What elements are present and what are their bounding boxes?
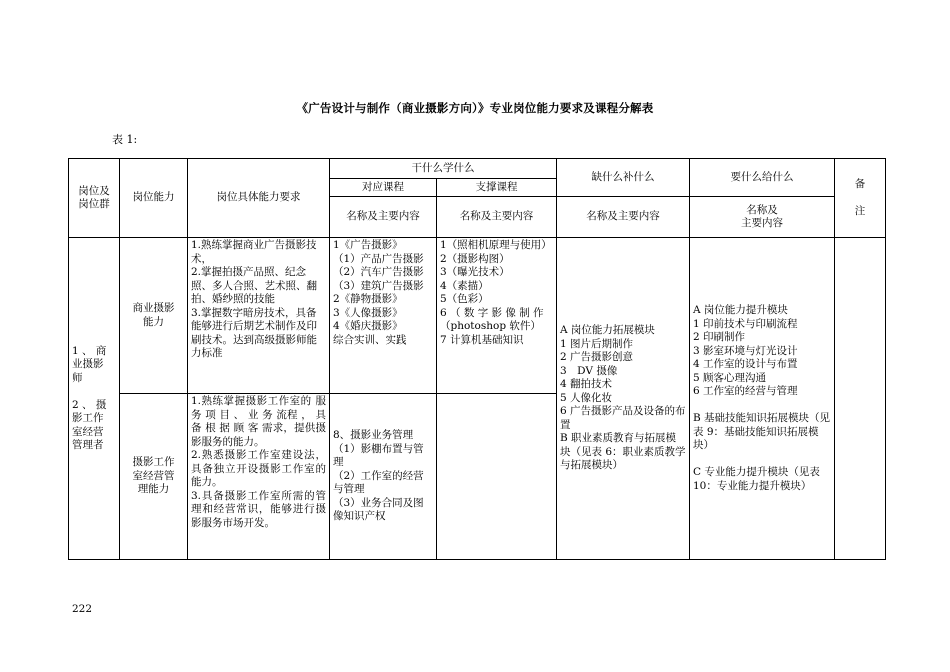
- corresponding-courses-row1: 1《广告摄影》 （1）产品广告摄影 （2）汽车广告摄影 （3）建筑广告摄影 2《静物摄影》 3《人像摄影》 4《婚庆摄影》 综合实训、实践: [330, 238, 437, 394]
- document-title: 《广告设计与制作（商业摄影方向）》专业岗位能力要求及课程分解表: [296, 101, 654, 115]
- table-row: [69, 238, 886, 394]
- requirements-studio-management: 1.熟练掌握摄影工作室的 服 务 项 目 、 业 务 流程 ， 具 备 根 据 顾 客 需求，提供摄影服务的能力。 2.熟悉摄影工作室建设法，具备独立开设摄影工作室的能力。 3.具备摄影工作室所需的管理和经营常识，能够进行摄影服务市场开发。: [188, 394, 330, 560]
- page-number: 222: [72, 603, 93, 615]
- header-row-1: [69, 159, 886, 179]
- header-corresponding-course: 对应课程: [330, 179, 437, 197]
- header-learn-what-you-do: 干什么学什么: [330, 159, 557, 179]
- supporting-courses-row1: 1（照相机原理与使用） 2（摄影构图） 3（曝光技术） 4（素描） 5（色彩） 6 （ 数 字 影 像 制 作（photoshop 软件） 7 计算机基础知识: [437, 238, 557, 394]
- give-content: A 岗位能力提升模块 1 印前技术与印刷流程 2 印刷制作 3 影室环境与灯光设计 4 工作室的设计与布置 5 顾客心理沟通 6 工作室的经营与管理 B 基础技能知识拓展模块（见表 9：基础技能知识拓展模块） C 专业能力提升模块（见表 10：专业能力提升模块）: [690, 238, 835, 560]
- table-label: 表 1:: [112, 133, 138, 146]
- requirements-commercial-photography: 1.熟练掌握商业广告摄影技术， 2.掌握拍摄产品照、纪念照、多人合照、艺术照、翻拍、婚纱照的技能 3.掌握数字暗房技术，具备能够进行后期艺术制作及印刷技术。达到高级摄影师能力标准: [188, 238, 330, 394]
- ability-commercial-photography: 商业摄影 能力: [120, 238, 188, 394]
- corresponding-courses-row2: 8、摄影业务管理 （1）影棚布置与管理 （2）工作室的经营与管理 （3）业务合同及图像知识产权: [330, 394, 437, 560]
- remarks-content: [835, 238, 886, 560]
- header-position-ability: 岗位能力: [120, 159, 188, 238]
- ability-studio-management: 摄影工作 室经营管 理能力: [120, 394, 188, 560]
- header-name-content-fill: 名称及主要内容: [557, 197, 690, 238]
- header-name-content-supporting: 名称及主要内容: [437, 197, 557, 238]
- ability-course-table: [68, 158, 886, 560]
- supporting-courses-row2: [437, 394, 557, 560]
- header-remarks: 备 注: [835, 159, 886, 238]
- header-supporting-course: 支撑课程: [437, 179, 557, 197]
- fill-gaps-content: A 岗位能力拓展模块 1 图片后期制作 2 广告摄影创意 3 DV 摄像 4 翻拍技术 5 人像化妆 6 广告摄影产品及设备的布置 B 职业素质教育与拓展模块（见表 6：职业素质教学与拓展模块）: [557, 238, 690, 560]
- header-position-group: 岗位及 岗位群: [69, 159, 120, 238]
- header-give-what-needed: 要什么给什么: [690, 159, 835, 197]
- header-name-content-corresponding: 名称及主要内容: [330, 197, 437, 238]
- header-name-content-give: 名称及 主要内容: [690, 197, 835, 238]
- position-group-cell: 1 、 商 业摄影 师 2 、 摄 影工作 室经营 管理者: [69, 238, 120, 560]
- header-fill-gaps: 缺什么补什么: [557, 159, 690, 197]
- header-specific-requirements: 岗位具体能力要求: [188, 159, 330, 238]
